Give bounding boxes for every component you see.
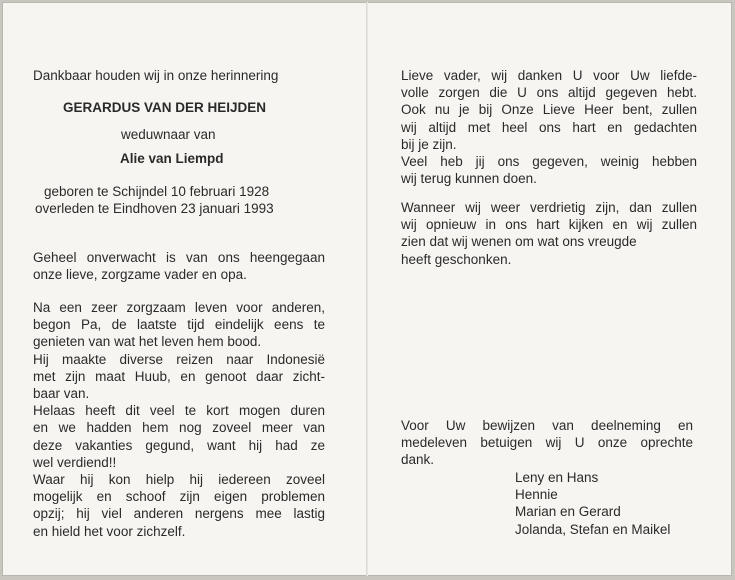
left-panel [3, 3, 369, 577]
center-fold [366, 2, 368, 576]
death-line: overleden te Eindhoven 23 januari 1993 [35, 201, 274, 216]
text-line: met zijn maat Huub, en genoot daar zicht- [33, 368, 325, 384]
text-line: Wanneer wij weer verdrietig zijn, dan zullen [401, 200, 697, 215]
text-line: Waar hij kon hielp hij iedereen zoveel [33, 472, 325, 488]
widower-of-text: weduwnaar van [121, 127, 216, 142]
intro-text: Dankbaar houden wij in onze herinnering [33, 68, 279, 83]
spouse-name: Alie van Liempd [120, 151, 224, 166]
family-line: Jolanda, Stefan en Maikel [515, 521, 671, 537]
text-line: genieten van wat het leven hem bood. [33, 334, 262, 350]
text-line: medeleven betuigen wij U onze oprechte [401, 435, 693, 451]
text-line: Helaas heeft dit veel te kort mogen duren [33, 403, 325, 419]
left-paragraph-2 [33, 299, 325, 540]
right-paragraph-2 [401, 199, 697, 268]
text-line: en we hadden hem nog zoveel meer van [33, 420, 325, 436]
text-line: opzij; hij viel anderen nergens mee lastig [33, 506, 325, 522]
text-line: zien dat wij wenen om wat ons vreugde [401, 234, 637, 250]
text-line: Lieve vader, wij danken U voor Uw liefde- [401, 68, 697, 83]
text-line: Ook nu je bij Onze Lieve Heer bent, zullen [401, 102, 697, 118]
text-line: baar van. [33, 386, 90, 402]
family-line: Marian en Gerard [515, 504, 621, 520]
right-panel [371, 3, 733, 577]
left-paragraph-1 [33, 249, 325, 283]
text-line: deze vakanties gegund, want hij had ze [33, 437, 325, 453]
text-line: mogelijk en schoof zijn eigen problemen [33, 489, 325, 505]
text-line: bij je zijn. [401, 136, 457, 152]
right-paragraph-1 [401, 67, 697, 187]
text-line: Na een zeer zorgzaam leven voor anderen, [33, 300, 325, 315]
text-line: Geheel onverwacht is van ons heengegaan [33, 250, 325, 265]
text-line: wij altijd met heel ons hart en gedachten [401, 119, 697, 135]
family-line: Hennie [515, 487, 558, 503]
text-line: Voor Uw bewijzen van deelneming en [401, 418, 693, 433]
text-line: begon Pa, de laatste tijd eindelijk eens te [33, 317, 325, 333]
text-line: dank. [401, 452, 435, 468]
text-line: wij opnieuw in ons hart kijken en wij zullen [401, 217, 697, 233]
family-signatures [515, 469, 715, 538]
deceased-name: GERARDUS VAN DER HEIJDEN [63, 100, 267, 115]
text-line: wij terug kunnen doen. [401, 171, 537, 187]
text-line: volle zorgen die U ons altijd gegeven hebt. [401, 85, 697, 101]
text-line: en hield het voor zichzelf. [33, 523, 186, 539]
text-line: wel verdiend!! [33, 454, 117, 470]
text-line: Hij maakte diverse reizen naar Indonesië [33, 351, 325, 367]
text-line: onze lieve, zorgzame vader en opa. [33, 267, 247, 283]
text-line: heeft geschonken. [401, 251, 512, 267]
birth-line: geboren te Schijndel 10 februari 1928 [44, 184, 270, 199]
thanks-paragraph [401, 417, 693, 469]
family-line: Leny en Hans [515, 470, 599, 485]
text-line: Veel heb jij ons gegeven, weinig hebben [401, 154, 697, 170]
